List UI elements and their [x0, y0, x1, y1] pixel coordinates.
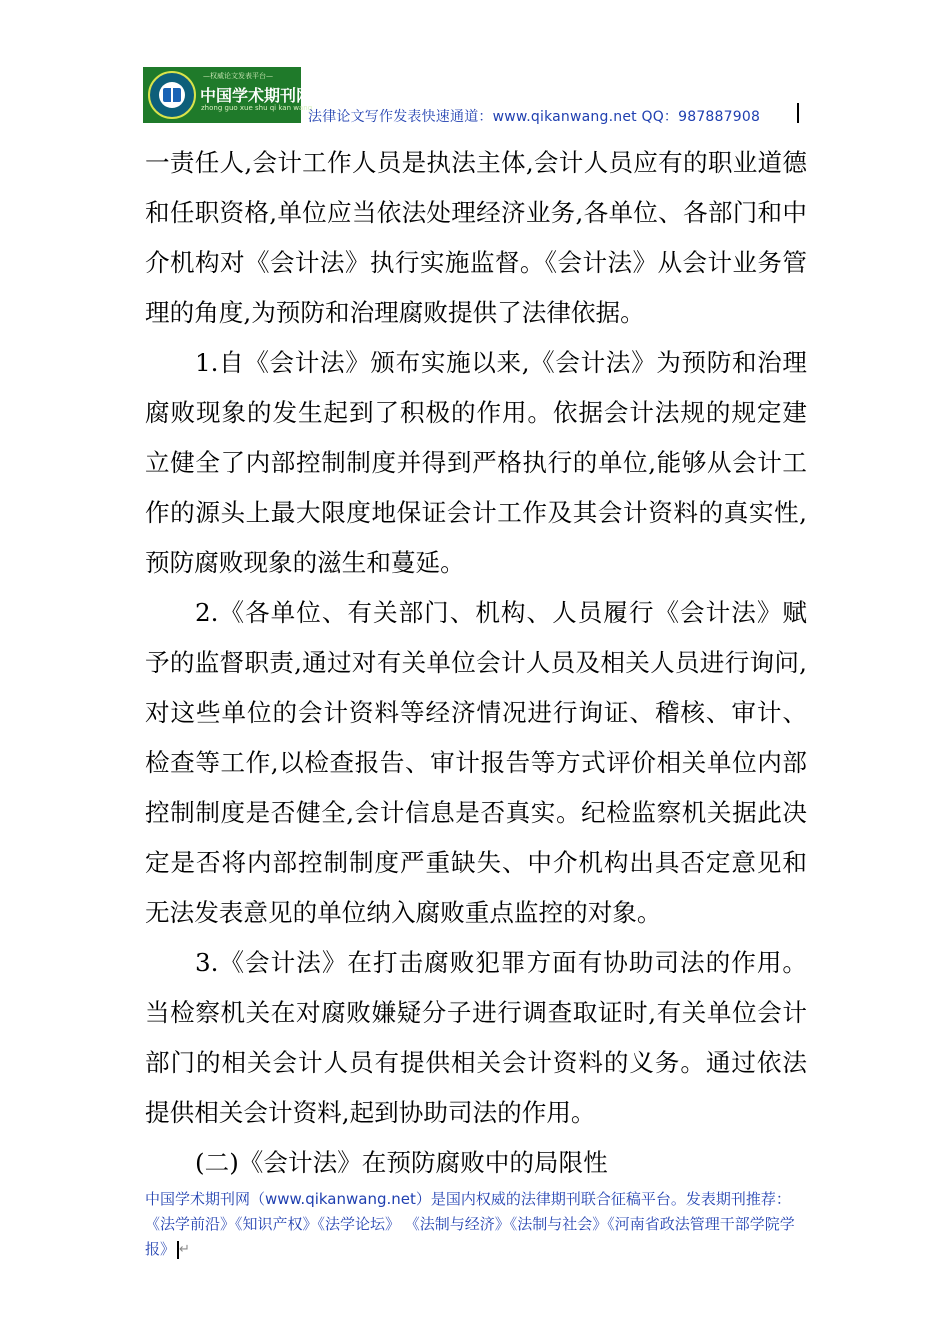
- footer-text: 中国学术期刊网（www.qikanwang.net）是国内权威的法律期刊联合征稿平台。发表期刊推荐：《法学前沿》《知识产权》《法学论坛》 《法制与经济》《法制与社会》《河南省政法管理干部学院学报》: [145, 1190, 795, 1258]
- paragraph-point-1: 1.自《会计法》颁布实施以来,《会计法》为预防和治理腐败现象的发生起到了积极的作用。依据会计法规的规定建立健全了内部控制制度并得到严格执行的单位,能够从会计工作的源头上最大限度地保证会计工作及其会计资料的真实性,预防腐败现象的滋生和蔓延。: [145, 348, 807, 577]
- text-cursor: [797, 103, 799, 123]
- site-logo: [143, 67, 313, 123]
- paragraph-intro: 一责任人,会计工作人员是执法主体,会计人员应有的职业道德和任职资格,单位应当依法处理经济业务,各单位、各部门和中介机构对《会计法》执行实施监督。《会计法》从会计业务管理的角度,为预防和治理腐败提供了法律依据。: [145, 148, 807, 327]
- logo-emblem-icon: [148, 71, 196, 119]
- document-body: [145, 138, 807, 1188]
- book-icon: [163, 88, 181, 102]
- paragraph-point-3: 3.《会计法》在打击腐败犯罪方面有协助司法的作用。当检察机关在对腐败嫌疑分子进行调查取证时,有关单位会计部门的相关会计人员有提供相关会计资料的义务。通过依法提供相关会计资料,起到协助司法的作用。: [145, 948, 807, 1127]
- logo-pinyin: zhong guo xue shu qi kan wang: [201, 104, 313, 112]
- paragraph-point-2: 2.《各单位、有关部门、机构、人员履行《会计法》赋予的监督职责,通过对有关单位会计人员及相关人员进行询问,对这些单位的会计资料等经济情况进行询证、稽核、审计、检查等工作,以检查报告、审计报告等方式评价相关单位内部控制制度是否健全,会计信息是否真实。纪检监察机关据此决定是否将内部控制制度严重缺失、中介机构出具否定意见和无法发表意见的单位纳入腐败重点监控的对象。: [145, 598, 807, 927]
- section-heading: (二)《会计法》在预防腐败中的局限性: [195, 1148, 608, 1177]
- header-promo-text: 法律论文写作发表快速通道：www.qikanwang.net QQ：987887908: [308, 109, 761, 125]
- logo-slogan: —权威论文发表平台—: [203, 72, 273, 80]
- page-footer: [145, 1187, 810, 1262]
- logo-name: 中国学术期刊网: [200, 86, 313, 105]
- page-header: [143, 67, 808, 125]
- paragraph-mark-icon: ↵: [179, 1242, 190, 1257]
